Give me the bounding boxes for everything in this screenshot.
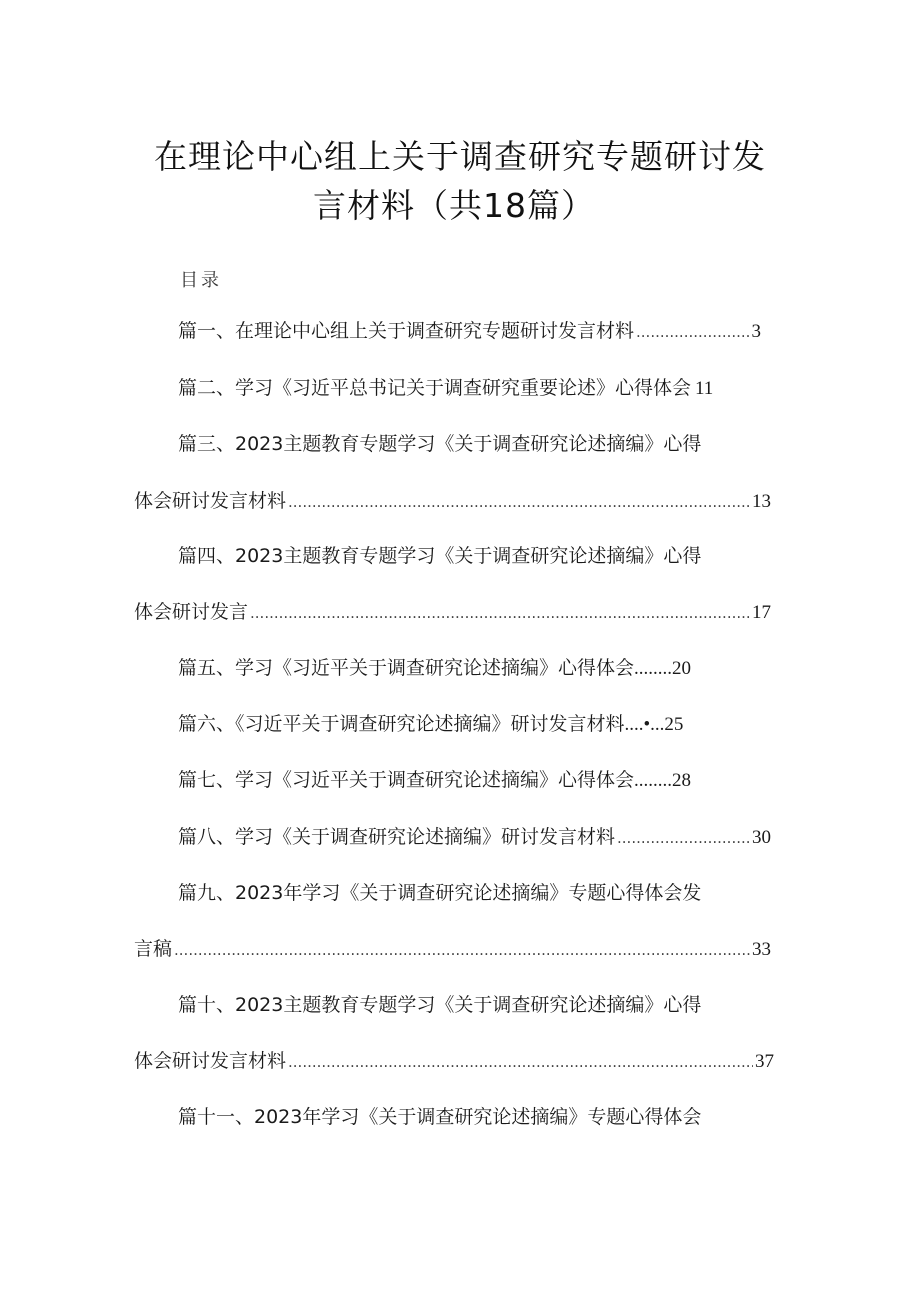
toc-entry-3[interactable]	[178, 431, 701, 457]
toc-entry-label: 篇五、学习《习近平关于调查研究论述摘编》心得体会	[178, 657, 635, 679]
toc-entry-2[interactable]	[178, 375, 713, 402]
toc-entry-3-continuation[interactable]	[134, 488, 771, 515]
toc-entry-label: 篇二、学习《习近平总书记关于调查研究重要论述》心得体会	[178, 377, 692, 399]
toc-entry-9[interactable]	[178, 880, 701, 906]
toc-entry-label: 言稿	[134, 938, 173, 960]
toc-heading: 目录	[180, 270, 222, 291]
toc-entry-label: 篇七、学习《习近平关于调查研究论述摘编》心得体会	[178, 769, 635, 791]
toc-page-number: 20	[672, 658, 692, 679]
toc-page-number: 30	[752, 827, 771, 848]
toc-page-number: 37	[755, 1051, 774, 1072]
toc-entry-label: 篇一、在理论中心组上关于调查研究专题研讨发言材料	[178, 320, 635, 342]
toc-entry-7[interactable]	[178, 767, 691, 794]
toc-dot-leader	[636, 319, 749, 345]
toc-entry-label: 体会研讨发言材料	[134, 490, 287, 512]
toc-entry-10-continuation[interactable]	[134, 1048, 774, 1075]
toc-dot-leader	[288, 1049, 753, 1075]
toc-entry-1[interactable]	[178, 318, 761, 345]
toc-entry-10[interactable]	[178, 992, 701, 1018]
toc-dot-leader: ........	[634, 658, 673, 679]
toc-entry-8[interactable]	[178, 824, 771, 851]
toc-entry-label: 篇三、2023主题教育专题学习《关于调查研究论述摘编》心得	[178, 433, 702, 455]
toc-page-number: 28	[672, 770, 692, 791]
toc-dot-leader	[617, 825, 750, 851]
toc-entry-6[interactable]	[178, 711, 683, 738]
toc-entry-5[interactable]	[178, 655, 691, 682]
document-title-line-1: 在理论中心组上关于调查研究专题研讨发	[154, 137, 766, 176]
toc-entry-4[interactable]	[178, 543, 701, 569]
toc-entry-label: 篇六、《习近平关于调查研究论述摘编》研讨发言材料	[178, 713, 625, 735]
toc-entry-label: 篇四、2023主题教育专题学习《关于调查研究论述摘编》心得	[178, 545, 702, 567]
toc-entry-label: 体会研讨发言	[134, 601, 249, 623]
toc-entry-4-continuation[interactable]	[134, 599, 771, 626]
toc-entry-label: 篇八、学习《关于调查研究论述摘编》研讨发言材料	[178, 826, 616, 848]
toc-page-number: 17	[752, 602, 771, 623]
toc-entry-label: 篇十、2023主题教育专题学习《关于调查研究论述摘编》心得	[178, 994, 702, 1016]
toc-entry-11[interactable]	[178, 1104, 701, 1130]
toc-page-number: 25	[664, 714, 684, 735]
toc-entry-label: 篇九、2023年学习《关于调查研究论述摘编》专题心得体会发	[178, 882, 702, 904]
toc-entry-label: 篇十一、2023年学习《关于调查研究论述摘编》专题心得体会	[178, 1106, 702, 1128]
toc-dot-leader: ....•...	[624, 714, 665, 735]
toc-page-number: 33	[752, 939, 771, 960]
toc-dot-leader	[174, 937, 750, 963]
toc-entry-label: 体会研讨发言材料	[134, 1050, 287, 1072]
toc-page-number: 13	[752, 491, 771, 512]
document-title-line-2: 言材料（共18篇）	[313, 186, 595, 225]
toc-page-number: 3	[751, 321, 761, 342]
toc-page-number: 11	[695, 378, 714, 399]
toc-dot-leader	[288, 489, 750, 515]
toc-entry-9-continuation[interactable]	[134, 936, 771, 963]
toc-dot-leader	[250, 600, 750, 626]
toc-dot-leader: ........	[634, 770, 673, 791]
